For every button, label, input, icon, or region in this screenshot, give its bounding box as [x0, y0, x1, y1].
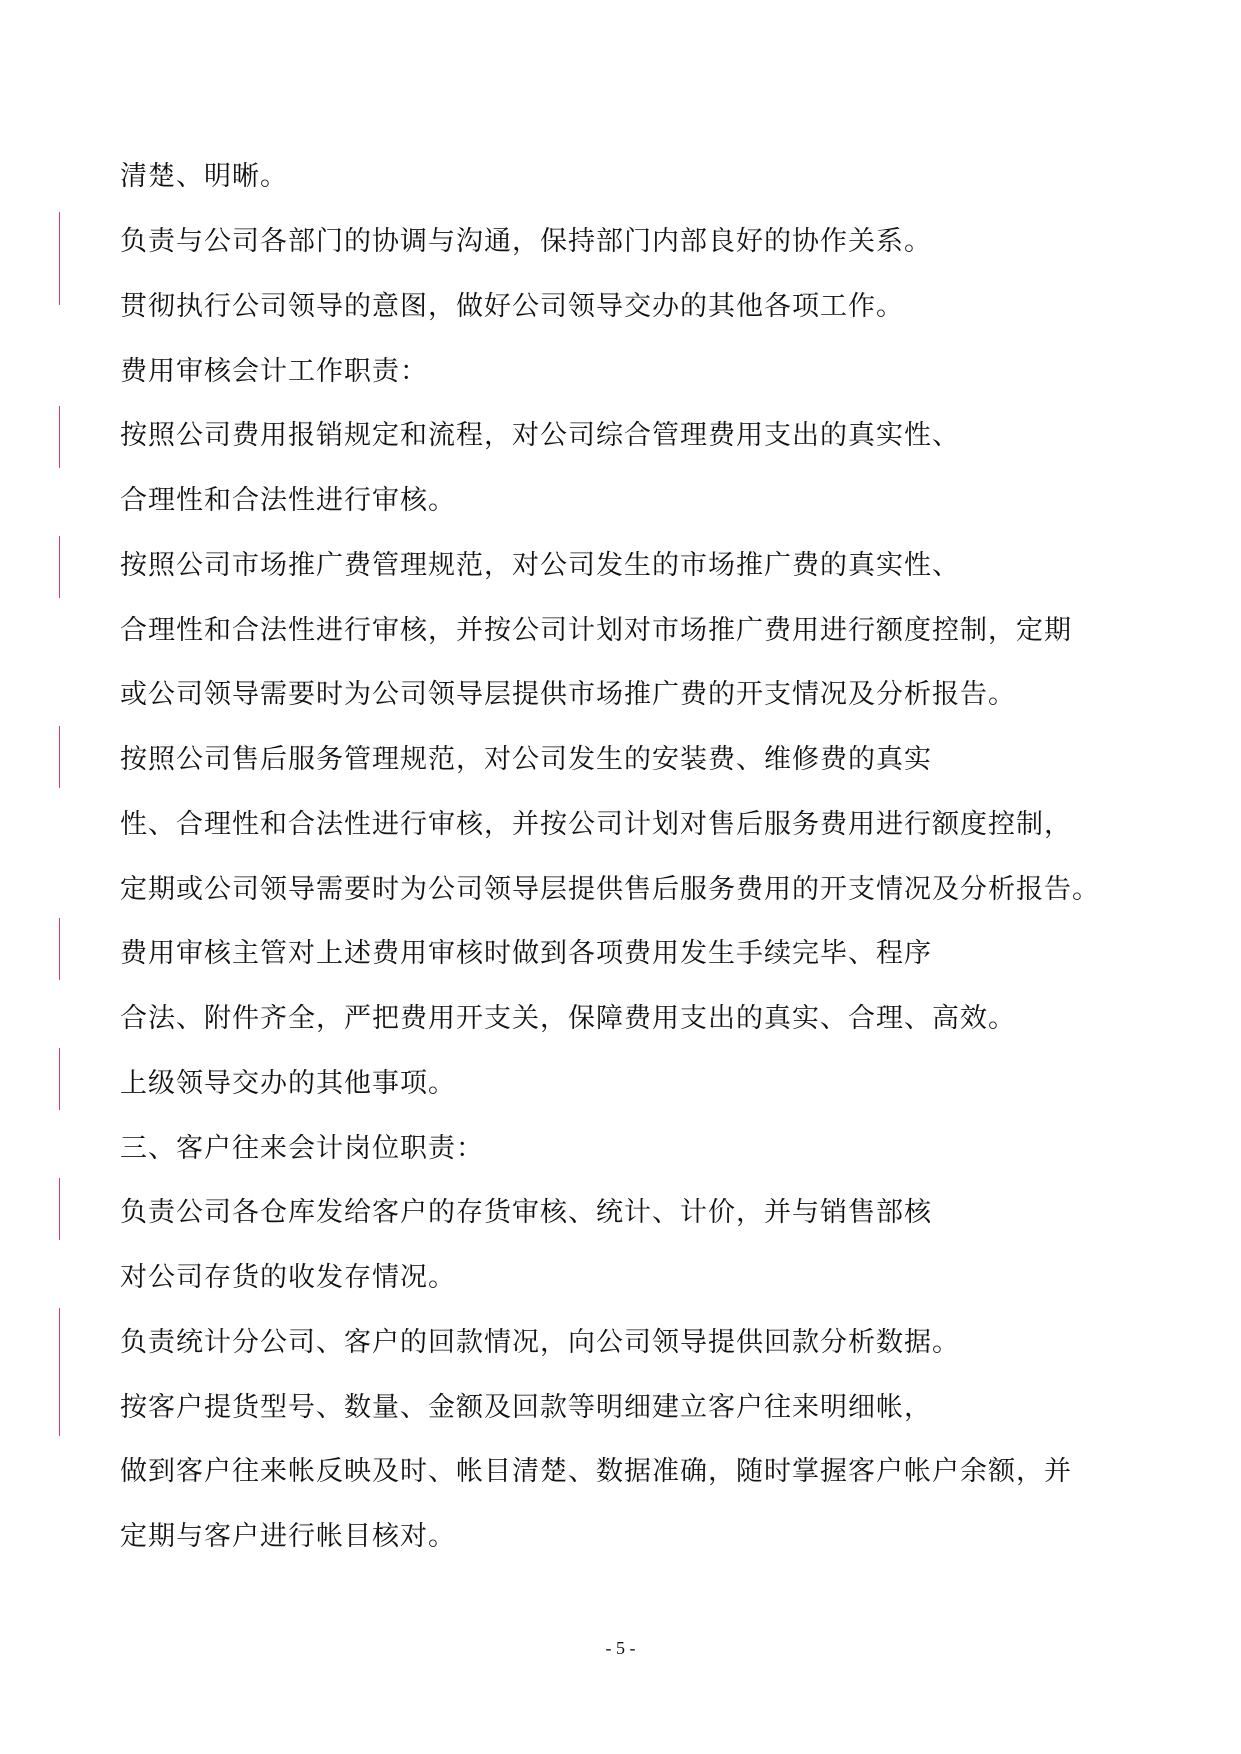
text-line: 定期与客户进行帐目核对。	[120, 1521, 456, 1552]
text-line: 负责与公司各部门的协调与沟通，保持部门内部良好的协作关系。	[120, 226, 932, 257]
revision-mark	[59, 536, 60, 598]
text-line: 按照公司费用报销规定和流程，对公司综合管理费用支出的真实性、	[120, 420, 960, 451]
section-heading: 费用审核会计工作职责：	[120, 356, 428, 387]
revision-mark	[59, 726, 60, 788]
text-line: 按客户提货型号、数量、金额及回款等明细建立客户往来明细帐，	[120, 1392, 932, 1423]
revision-mark	[59, 1178, 60, 1240]
section-heading: 三、客户往来会计岗位职责：	[120, 1133, 484, 1164]
text-line: 费用审核主管对上述费用审核时做到各项费用发生手续完毕、程序	[120, 938, 932, 969]
text-line: 性、合理性和合法性进行审核，并按公司计划对售后服务费用进行额度控制，	[120, 809, 1072, 840]
text-line: 做到客户往来帐反映及时、帐目清楚、数据准确，随时掌握客户帐户余额，并	[120, 1456, 1072, 1487]
text-line: 或公司领导需要时为公司领导层提供市场推广费的开支情况及分析报告。	[120, 679, 1016, 710]
text-line: 按照公司售后服务管理规范，对公司发生的安装费、维修费的真实	[120, 744, 932, 775]
text-line: 按照公司市场推广费管理规范，对公司发生的市场推广费的真实性、	[120, 550, 960, 581]
text-line: 合理性和合法性进行审核，并按公司计划对市场推广费用进行额度控制，定期	[120, 615, 1072, 646]
revision-mark	[59, 918, 60, 980]
page-number: - 5 -	[605, 1638, 636, 1658]
revision-mark	[59, 212, 60, 305]
text-line: 清楚、明晰。	[120, 161, 288, 192]
text-line: 贯彻执行公司领导的意图，做好公司领导交办的其他各项工作。	[120, 291, 904, 322]
text-line: 上级领导交办的其他事项。	[120, 1068, 456, 1099]
revision-mark	[59, 406, 60, 468]
text-line: 定期或公司领导需要时为公司领导层提供售后服务费用的开支情况及分析报告。	[120, 874, 1100, 905]
text-line: 合法、附件齐全，严把费用开支关，保障费用支出的真实、合理、高效。	[120, 1003, 1016, 1034]
text-line: 负责公司各仓库发给客户的存货审核、统计、计价，并与销售部核	[120, 1197, 932, 1228]
text-line: 对公司存货的收发存情况。	[120, 1262, 456, 1293]
revision-mark	[59, 1308, 60, 1436]
text-line: 合理性和合法性进行审核。	[120, 485, 456, 516]
revision-mark	[59, 1048, 60, 1110]
text-line: 负责统计分公司、客户的回款情况，向公司领导提供回款分析数据。	[120, 1327, 960, 1358]
